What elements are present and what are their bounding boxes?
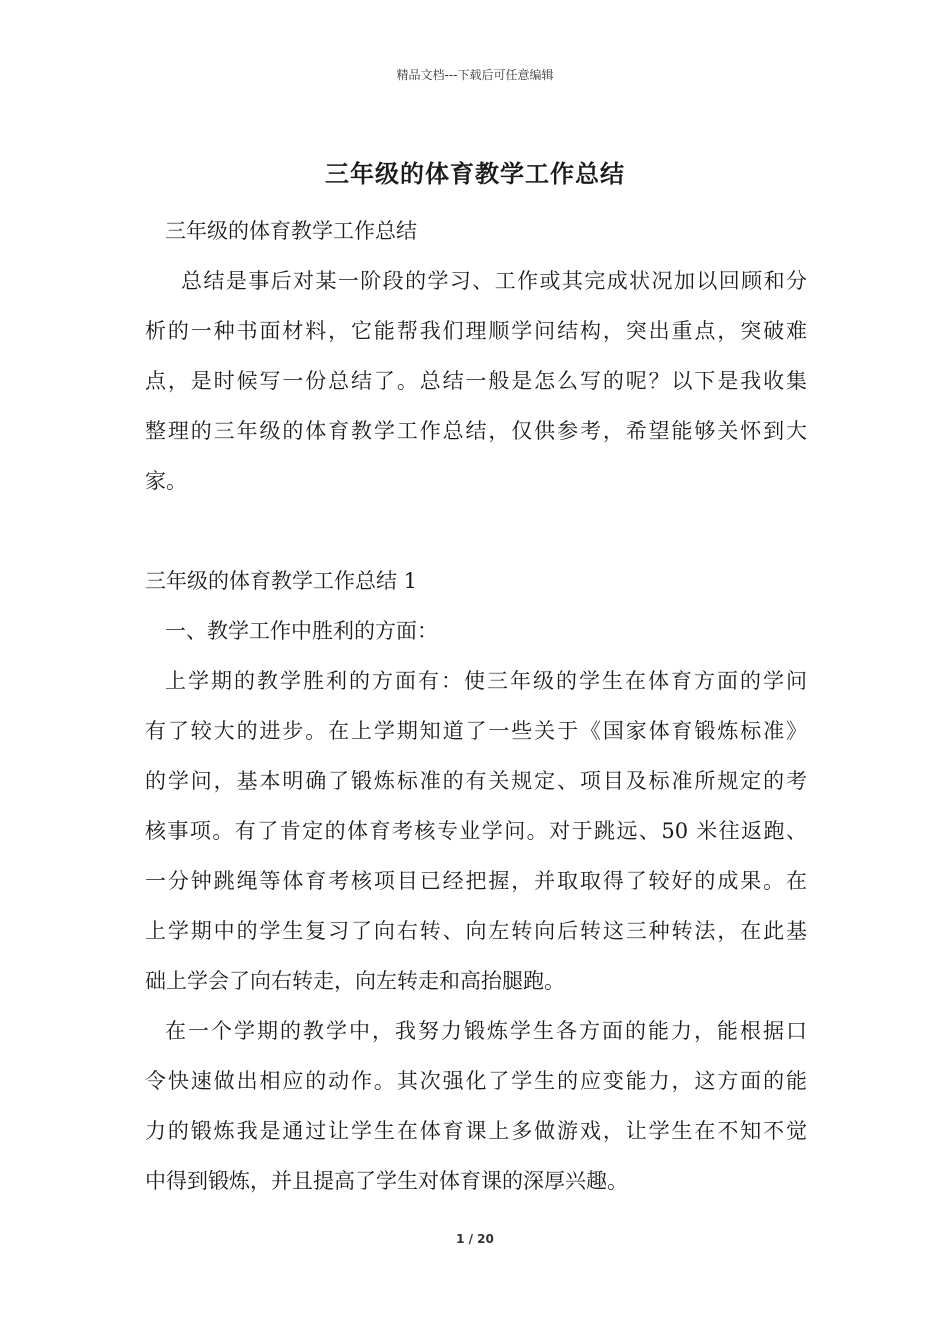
- page-header: 精品文档---下载后可任意编辑: [396, 68, 554, 82]
- paragraph-line: 点，是时候写一份总结了。总结一般是怎么写的呢？以下是我收集: [145, 369, 807, 393]
- page-number: 1 / 20: [456, 1232, 494, 1246]
- paragraph-line: 在一个学期的教学中，我努力锻炼学生各方面的能力，能根据口: [165, 1019, 807, 1043]
- paragraph-line: 家。: [145, 469, 187, 493]
- blank-line: [145, 506, 807, 556]
- paragraph-line: 令快速做出相应的动作。其次强化了学生的应变能力，这方面的能: [145, 1069, 807, 1093]
- paragraph-line: 础上学会了向右转走，向左转走和高抬腿跑。: [145, 969, 565, 993]
- section-heading: 三年级的体育教学工作总结 1: [145, 569, 418, 593]
- paragraph-line: 上学期中的学生复习了向右转、向左转向后转这三种转法，在此基: [145, 919, 807, 943]
- paragraph-line: 整理的三年级的体育教学工作总结，仅供参考，希望能够关怀到大: [145, 419, 807, 443]
- subtitle-line: 三年级的体育教学工作总结: [165, 219, 417, 243]
- paragraph-line: 一分钟跳绳等体育考核项目已经把握，并取取得了较好的成果。在: [145, 869, 807, 893]
- paragraph-line: 核事项。有了肯定的体育考核专业学问。对于跳远、50 米往返跑、: [145, 819, 807, 843]
- paragraph-line: 中得到锻炼，并且提高了学生对体育课的深厚兴趣。: [145, 1169, 628, 1193]
- subsection-heading: 一、教学工作中胜利的方面：: [165, 619, 438, 643]
- paragraph-line: 总结是事后对某一阶段的学习、工作或其完成状况加以回顾和分: [181, 269, 807, 293]
- paragraph-line: 上学期的教学胜利的方面有：使三年级的学生在体育方面的学问: [165, 669, 807, 693]
- paragraph-line: 的学问，基本明确了锻炼标准的有关规定、项目及标准所规定的考: [145, 769, 807, 793]
- paragraph-line: 析的一种书面材料，它能帮我们理顺学问结构，突出重点，突破难: [145, 319, 807, 343]
- paragraph-line: 有了较大的进步。在上学期知道了一些关于《国家体育锻炼标准》: [145, 719, 807, 743]
- document-body: [145, 206, 807, 1206]
- document-title: 三年级的体育教学工作总结: [325, 160, 625, 188]
- paragraph-line: 力的锻炼我是通过让学生在体育课上多做游戏，让学生在不知不觉: [145, 1119, 807, 1143]
